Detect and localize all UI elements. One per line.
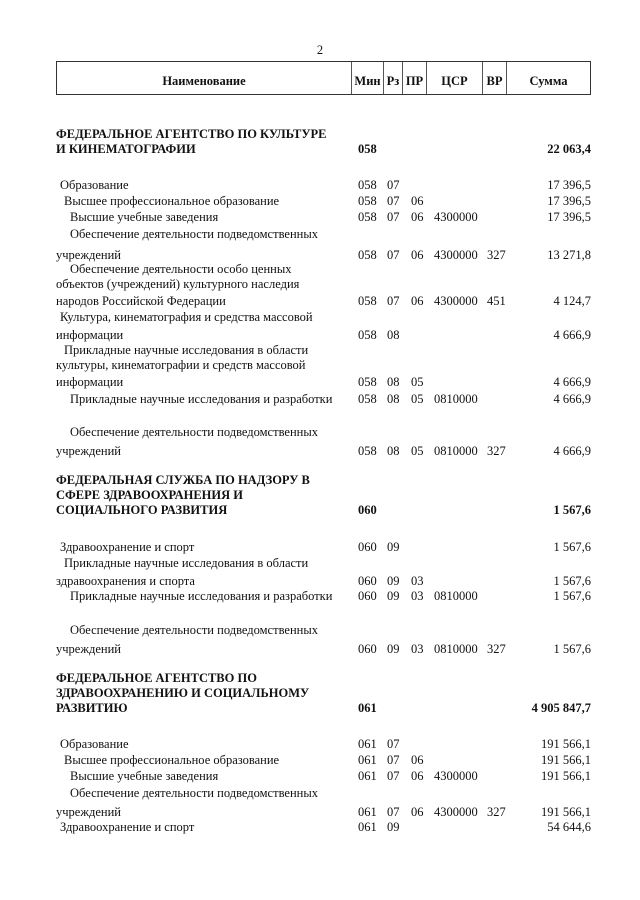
- row-name-line: здравоохранения и спорта: [56, 574, 195, 588]
- table-row: [0, 588, 640, 604]
- cell-csr: 4300000: [434, 805, 478, 819]
- table-row: [0, 276, 640, 292]
- row-name-line: учреждений: [56, 805, 121, 819]
- cell-csr: 4300000: [434, 769, 478, 783]
- row-name-line: учреждений: [56, 444, 121, 458]
- table-row: [0, 126, 640, 142]
- cell-csr: 0810000: [434, 642, 478, 656]
- table-row: [0, 768, 640, 784]
- cell-min: 058: [358, 392, 377, 406]
- row-name-line: Высшие учебные заведения: [70, 769, 219, 783]
- table-row: [0, 819, 640, 835]
- table-row: [0, 502, 640, 518]
- row-name-line: СОЦИАЛЬНОГО РАЗВИТИЯ: [56, 503, 228, 517]
- cell-min: 060: [358, 540, 377, 554]
- cell-min: 058: [358, 328, 377, 342]
- cell-rz: 08: [387, 375, 400, 389]
- cell-pr: 05: [411, 375, 424, 389]
- cell-sum: 22 063,4: [547, 142, 591, 156]
- cell-vr: 451: [487, 294, 506, 308]
- cell-csr: 0810000: [434, 392, 478, 406]
- cell-min: 058: [358, 375, 377, 389]
- row-name-line: Высшее профессиональное образование: [64, 194, 280, 208]
- cell-pr: 03: [411, 589, 424, 603]
- table-row: [0, 293, 640, 309]
- header-name: Наименование: [57, 62, 352, 94]
- cell-pr: 05: [411, 444, 424, 458]
- cell-pr: 06: [411, 294, 424, 308]
- table-row: [0, 357, 640, 373]
- cell-min: 061: [358, 805, 377, 819]
- cell-sum: 1 567,6: [553, 642, 591, 656]
- table-row: [0, 391, 640, 407]
- row-name-line: народов Российской Федерации: [56, 294, 226, 308]
- cell-rz: 07: [387, 769, 400, 783]
- row-name-line: Обеспечение деятельности подведомственных: [70, 227, 318, 241]
- cell-rz: 07: [387, 178, 400, 192]
- row-name-line: Образование: [60, 737, 129, 751]
- table-row: [0, 226, 640, 242]
- table-row: [0, 670, 640, 686]
- table-row: [0, 309, 640, 325]
- cell-rz: 07: [387, 248, 400, 262]
- header-csr: ЦСР: [427, 62, 483, 94]
- table-row: [0, 342, 640, 358]
- table-row: [0, 177, 640, 193]
- cell-min: 058: [358, 178, 377, 192]
- cell-min: 061: [358, 737, 377, 751]
- table-row: [0, 622, 640, 638]
- cell-pr: 06: [411, 753, 424, 767]
- cell-rz: 09: [387, 820, 400, 834]
- cell-sum: 191 566,1: [541, 753, 591, 767]
- table-header: [56, 61, 591, 95]
- row-name-line: Обеспечение деятельности особо ценных: [70, 262, 292, 276]
- row-name-line: Обеспечение деятельности подведомственных: [70, 786, 318, 800]
- table-row: [0, 443, 640, 459]
- cell-vr: 327: [487, 805, 506, 819]
- cell-rz: 08: [387, 328, 400, 342]
- row-name-line: Прикладные научные исследования и разработки: [70, 589, 333, 603]
- row-name-line: Обеспечение деятельности подведомственных: [70, 425, 318, 439]
- cell-sum: 4 666,9: [553, 444, 591, 458]
- cell-min: 058: [358, 210, 377, 224]
- row-name-line: Образование: [60, 178, 129, 192]
- cell-pr: 03: [411, 574, 424, 588]
- table-row: [0, 472, 640, 488]
- cell-min: 060: [358, 642, 377, 656]
- cell-rz: 07: [387, 805, 400, 819]
- header-pr: ПР: [403, 62, 427, 94]
- cell-min: 058: [358, 444, 377, 458]
- row-name-line: И КИНЕМАТОГРАФИИ: [56, 142, 196, 156]
- row-name-line: Здравоохранение и спорт: [60, 820, 195, 834]
- cell-min: 058: [358, 194, 377, 208]
- row-name-line: информации: [56, 375, 124, 389]
- cell-rz: 09: [387, 574, 400, 588]
- cell-sum: 191 566,1: [541, 805, 591, 819]
- table-row: [0, 261, 640, 277]
- table-row: [0, 539, 640, 555]
- row-name-line: объектов (учреждений) культурного наследия: [56, 277, 300, 291]
- row-name-line: Прикладные научные исследования и разработки: [70, 392, 333, 406]
- cell-min: 061: [358, 769, 377, 783]
- cell-sum: 1 567,6: [553, 540, 591, 554]
- row-name-line: Здравоохранение и спорт: [60, 540, 195, 554]
- table-row: [0, 141, 640, 157]
- cell-sum: 191 566,1: [541, 737, 591, 751]
- page-number: 2: [316, 43, 324, 57]
- cell-min: 058: [358, 294, 377, 308]
- cell-vr: 327: [487, 642, 506, 656]
- cell-sum: 1 567,6: [553, 503, 591, 517]
- table-row: [0, 700, 640, 716]
- cell-sum: 17 396,5: [547, 194, 591, 208]
- cell-sum: 1 567,6: [553, 589, 591, 603]
- cell-vr: 327: [487, 444, 506, 458]
- cell-sum: 17 396,5: [547, 210, 591, 224]
- row-name-line: Прикладные научные исследования в области: [64, 556, 309, 570]
- header-sum: Сумма: [529, 73, 568, 88]
- table-row: [0, 752, 640, 768]
- row-name-line: информации: [56, 328, 124, 342]
- row-name-line: ФЕДЕРАЛЬНАЯ СЛУЖБА ПО НАДЗОРУ В: [56, 473, 310, 487]
- cell-sum: 191 566,1: [541, 769, 591, 783]
- cell-rz: 07: [387, 753, 400, 767]
- cell-pr: 06: [411, 210, 424, 224]
- row-name-line: СФЕРЕ ЗДРАВООХРАНЕНИЯ И: [56, 488, 243, 502]
- table-row: [0, 487, 640, 503]
- cell-csr: 4300000: [434, 210, 478, 224]
- cell-sum: 13 271,8: [547, 248, 591, 262]
- cell-vr: 327: [487, 248, 506, 262]
- header-vr: ВР: [483, 62, 507, 94]
- cell-pr: 06: [411, 769, 424, 783]
- table-row: [0, 804, 640, 820]
- cell-pr: 03: [411, 642, 424, 656]
- row-name-line: культуры, кинематографии и средств массовой: [56, 358, 306, 372]
- cell-csr: 0810000: [434, 589, 478, 603]
- cell-min: 061: [358, 753, 377, 767]
- cell-sum: 4 124,7: [553, 294, 591, 308]
- cell-rz: 07: [387, 737, 400, 751]
- table-row: [0, 424, 640, 440]
- cell-min: 060: [358, 589, 377, 603]
- row-name-line: ЗДРАВООХРАНЕНИЮ И СОЦИАЛЬНОМУ: [56, 686, 310, 700]
- cell-min: 060: [358, 503, 377, 517]
- table-row: [0, 209, 640, 225]
- row-name-line: РАЗВИТИЮ: [56, 701, 128, 715]
- cell-min: 060: [358, 574, 377, 588]
- row-name-line: ФЕДЕРАЛЬНОЕ АГЕНТСТВО ПО КУЛЬТУРЕ: [56, 127, 327, 141]
- cell-sum: 4 666,9: [553, 328, 591, 342]
- cell-pr: 05: [411, 392, 424, 406]
- table-row: [0, 573, 640, 589]
- cell-pr: 06: [411, 805, 424, 819]
- cell-sum: 1 567,6: [553, 574, 591, 588]
- row-name-line: Культура, кинематография и средства массовой: [60, 310, 313, 324]
- table-row: [0, 641, 640, 657]
- row-name-line: учреждений: [56, 248, 121, 262]
- table-row: [0, 374, 640, 390]
- cell-sum: 54 644,6: [547, 820, 591, 834]
- cell-min: 061: [358, 820, 377, 834]
- header-rz: Рз: [384, 62, 403, 94]
- cell-rz: 08: [387, 392, 400, 406]
- cell-sum: 4 905 847,7: [531, 701, 591, 715]
- cell-csr: 4300000: [434, 294, 478, 308]
- row-name-line: Высшее профессиональное образование: [64, 753, 280, 767]
- cell-csr: 0810000: [434, 444, 478, 458]
- row-name-line: Высшие учебные заведения: [70, 210, 219, 224]
- cell-csr: 4300000: [434, 248, 478, 262]
- cell-rz: 08: [387, 444, 400, 458]
- cell-min: 061: [358, 701, 377, 715]
- cell-min: 058: [358, 142, 377, 156]
- cell-sum: 4 666,9: [553, 392, 591, 406]
- cell-rz: 07: [387, 294, 400, 308]
- table-row: [0, 736, 640, 752]
- cell-pr: 06: [411, 194, 424, 208]
- row-name-line: ФЕДЕРАЛЬНОЕ АГЕНТСТВО ПО: [56, 671, 257, 685]
- row-name-line: учреждений: [56, 642, 121, 656]
- cell-rz: 09: [387, 642, 400, 656]
- table-row: [0, 555, 640, 571]
- cell-rz: 09: [387, 589, 400, 603]
- table-row: [0, 327, 640, 343]
- table-row: [0, 193, 640, 209]
- row-name-line: Прикладные научные исследования в области: [64, 343, 309, 357]
- cell-min: 058: [358, 248, 377, 262]
- table-row: [0, 685, 640, 701]
- cell-pr: 06: [411, 248, 424, 262]
- row-name-line: Обеспечение деятельности подведомственных: [70, 623, 318, 637]
- cell-sum: 4 666,9: [553, 375, 591, 389]
- header-min: Мин: [352, 62, 384, 94]
- cell-rz: 07: [387, 194, 400, 208]
- cell-rz: 09: [387, 540, 400, 554]
- cell-rz: 07: [387, 210, 400, 224]
- cell-sum: 17 396,5: [547, 178, 591, 192]
- table-row: [0, 785, 640, 801]
